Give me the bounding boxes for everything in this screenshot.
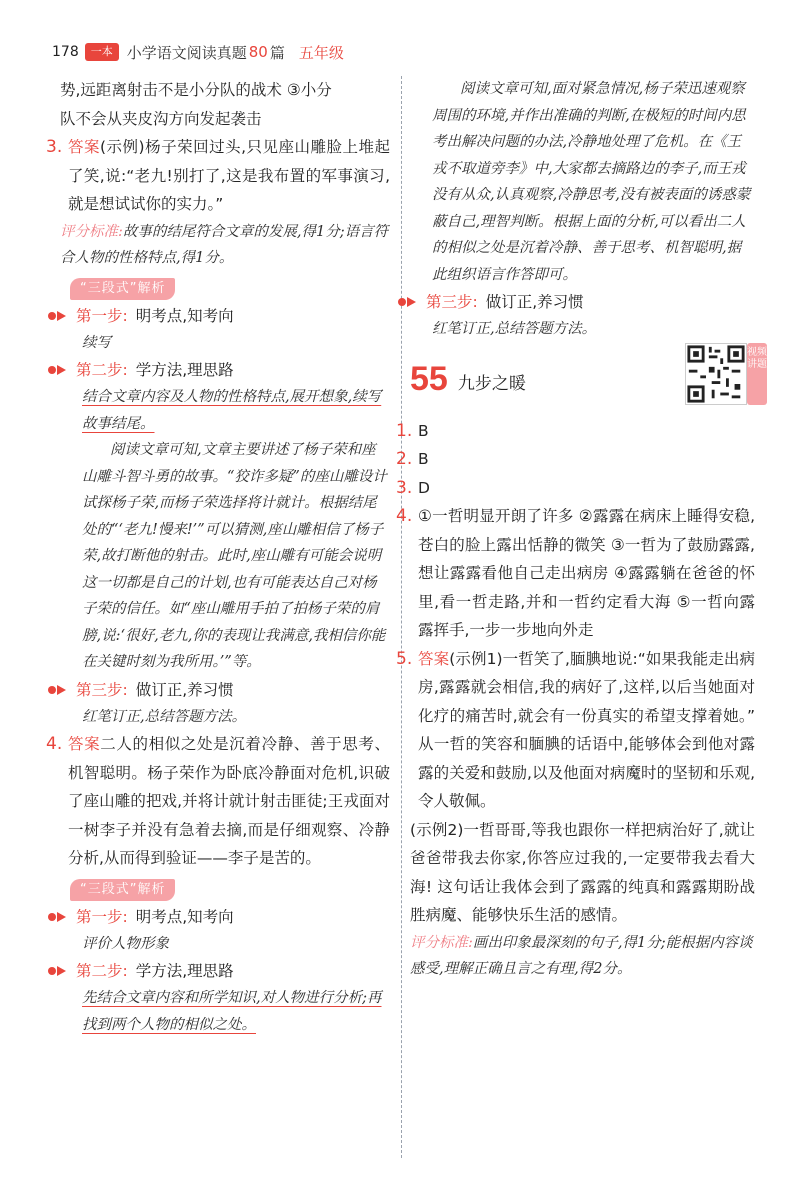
brand-logo: 一本 bbox=[85, 43, 119, 61]
book-title-suffix: 篇 bbox=[269, 43, 285, 62]
step-3-body: 红笔订正,总结答题方法。 bbox=[82, 708, 247, 725]
step-title: 明考点,知考向 bbox=[135, 907, 234, 926]
analysis-badge: “三段式”解析 bbox=[70, 278, 175, 300]
video-tag: 视频讲题 bbox=[747, 343, 767, 405]
question-number: 1. bbox=[396, 420, 413, 441]
section-number: 55 bbox=[410, 359, 448, 398]
question-number: 5. bbox=[396, 648, 413, 669]
answer-item bbox=[396, 474, 755, 503]
answer-text: B bbox=[418, 450, 429, 468]
step-3 bbox=[398, 288, 755, 316]
answer-text: (示例)杨子荣回过头,只见座山雕脸上堆起了笑,说:“老九!别打了,这是我布置的军事演习,就是想试试你的实力。” bbox=[68, 138, 390, 213]
step-2 bbox=[48, 356, 390, 384]
step-title: 学方法,理思路 bbox=[135, 361, 234, 379]
criteria-label: 评分标准: bbox=[60, 223, 123, 240]
grade-label: 五年级 bbox=[298, 43, 344, 62]
step-label: 第二步: bbox=[76, 361, 128, 379]
column-divider bbox=[401, 76, 402, 1158]
right-column bbox=[396, 76, 767, 983]
step-1-body: 续写 bbox=[82, 334, 111, 351]
answer-label: 答案 bbox=[418, 649, 450, 668]
answer-text: B bbox=[418, 421, 429, 440]
section-title: 九步之暖 bbox=[457, 373, 526, 394]
question-number: 3. bbox=[46, 137, 63, 157]
question-5 bbox=[396, 645, 755, 816]
step-2 bbox=[48, 957, 390, 985]
answer-label: 答案 bbox=[68, 138, 100, 156]
analysis-badge: “三段式”解析 bbox=[70, 879, 175, 901]
step-title: 学方法,理思路 bbox=[135, 962, 234, 980]
step-label: 第三步: bbox=[426, 293, 478, 311]
step-label: 第一步: bbox=[76, 907, 128, 926]
step-title: 做订正,养习惯 bbox=[135, 680, 234, 699]
step-arrow-icon bbox=[48, 363, 70, 377]
step-3 bbox=[48, 676, 390, 704]
question-3 bbox=[46, 133, 390, 219]
step-arrow-icon bbox=[398, 295, 420, 309]
section-heading bbox=[410, 346, 767, 399]
answer-label: 答案 bbox=[68, 735, 101, 753]
continued-line-1: 势,远距离射击不是小分队的战术 ③小分 bbox=[60, 81, 332, 99]
step-1 bbox=[48, 302, 390, 330]
step-label: 第三步: bbox=[76, 680, 128, 699]
continued-line-2: 队不会从夹皮沟方向发起袭击 bbox=[60, 109, 262, 128]
step-title: 做订正,养习惯 bbox=[485, 293, 584, 311]
criteria-text: 画出印象最深刻的句子,得1分;能根据内容谈感受,理解正确且言之有理,得2分。 bbox=[410, 934, 753, 977]
page-number: 178 bbox=[52, 44, 79, 60]
step-1-body: 评价人物形象 bbox=[82, 935, 169, 952]
step-arrow-icon bbox=[48, 964, 70, 978]
step-label: 第二步: bbox=[76, 962, 128, 980]
question-number: 3. bbox=[396, 477, 413, 498]
question-4 bbox=[396, 502, 755, 645]
criteria-label: 评分标准: bbox=[410, 934, 473, 951]
answer-text: 二人的相似之处是沉着冷静、善于思考、机智聪明。杨子荣作为卧底冷静面对危机,识破了座山雕的把戏,并将计就计射击匪徒;王戎面对一树李子并没有急着去摘,而是仔细观察、冷静分析,从而得到验证——李子是苦的。 bbox=[68, 735, 390, 867]
method-text: 结合文章内容及人物的性格特点,展开想象,续写故事结尾。 bbox=[82, 389, 382, 432]
example-2: (示例2)一哲哥哥,等我也跟你一样把病治好了,就让爸爸带我去你家,你答应过我的,一定要带我去看大海! 这句话让我体会到了露露的纯真和露露期盼战胜病魔、能够快乐生活的感情。 bbox=[410, 820, 755, 924]
question-4 bbox=[46, 730, 390, 873]
answers-list bbox=[396, 417, 755, 503]
question-number: 4. bbox=[46, 734, 63, 754]
step-3-body: 红笔订正,总结答题方法。 bbox=[432, 321, 597, 337]
step-arrow-icon bbox=[48, 683, 70, 697]
criteria-text: 故事的结尾符合文章的发展,得1分;语言符合人物的性格特点,得1分。 bbox=[60, 223, 389, 266]
step-2-method bbox=[60, 384, 390, 437]
question-number: 2. bbox=[396, 449, 413, 469]
scoring-criteria bbox=[60, 219, 390, 272]
answer-text: D bbox=[418, 478, 430, 497]
step-2-method bbox=[60, 985, 390, 1038]
book-title: 小学语文阅读真题 bbox=[126, 43, 247, 62]
example-1: (示例1)一哲笑了,腼腆地说:“如果我能走出病房,露露就会相信,我的病好了,这样,以后当她面对化疗的痛苦时,就会有一份真实的希望支撑着她。” 从一哲的笑容和腼腆的话语中,能够体会到他对露露的关爱和鼓励,以及他面对病魔时的坚韧和乐观,令人敬佩。 bbox=[418, 649, 755, 810]
qr-code-icon[interactable] bbox=[685, 343, 747, 405]
page-header bbox=[52, 40, 344, 64]
step-label: 第一步: bbox=[76, 306, 128, 325]
step-arrow-icon bbox=[48, 309, 70, 323]
book-title-number: 80 bbox=[248, 43, 268, 61]
method-text: 先结合文章内容和所学知识,对人物进行分析;再找到两个人物的相似之处。 bbox=[82, 990, 382, 1033]
left-column bbox=[46, 76, 390, 1038]
answer-item bbox=[396, 417, 755, 446]
step-arrow-icon bbox=[48, 910, 70, 924]
step-title: 明考点,知考向 bbox=[135, 306, 234, 325]
scoring-criteria bbox=[410, 930, 755, 983]
answer-text: ①一哲明显开朗了许多 ②露露在病床上睡得安稳,苍白的脸上露出恬静的微笑 ③一哲为了鼓励露露,想让露露看他自己走出病房 ④露露躺在爸爸的怀里,看一哲走路,并和一哲约定看大海 ⑤一哲向露露挥手,一步一步地向外走 bbox=[418, 507, 755, 639]
analysis-body: 阅读文章可知,面对紧急情况,杨子荣迅速观察周围的环境,并作出准确的判断,在极短的时间内思考出解决问题的办法,冷静地处理了危机。在《王戎不取道旁李》中,大家都去摘路边的李子,而王戎没有从众,认真观察,冷静思考,没有被表面的诱惑蒙蔽自己,理智判断。根据上面的分析,可以看出二人的相似之处是沉着冷静、善于思考、机智聪明,据此组织语言作答即可。 bbox=[432, 81, 751, 283]
step-1 bbox=[48, 903, 390, 931]
question-number: 4. bbox=[396, 506, 413, 526]
step-2-body: 阅读文章可知,文章主要讲述了杨子荣和座山雕斗智斗勇的故事。“狡诈多疑”的座山雕设计试探杨子荣,而杨子荣选择将计就计。根据结尾处的“‘老九!慢来!’”可以猜测,座山雕相信了杨子荣,故打断他的射击。此时,座山雕有可能会说明这一切都是自己的计划,也有可能表达自己对杨子荣的信任。如“座山雕用手拍了拍杨子荣的肩膀,说:‘很好,老九,你的表现让我满意,我相信你能在关键时刻为我所用。’”等。 bbox=[82, 442, 387, 670]
answer-item bbox=[396, 445, 755, 474]
